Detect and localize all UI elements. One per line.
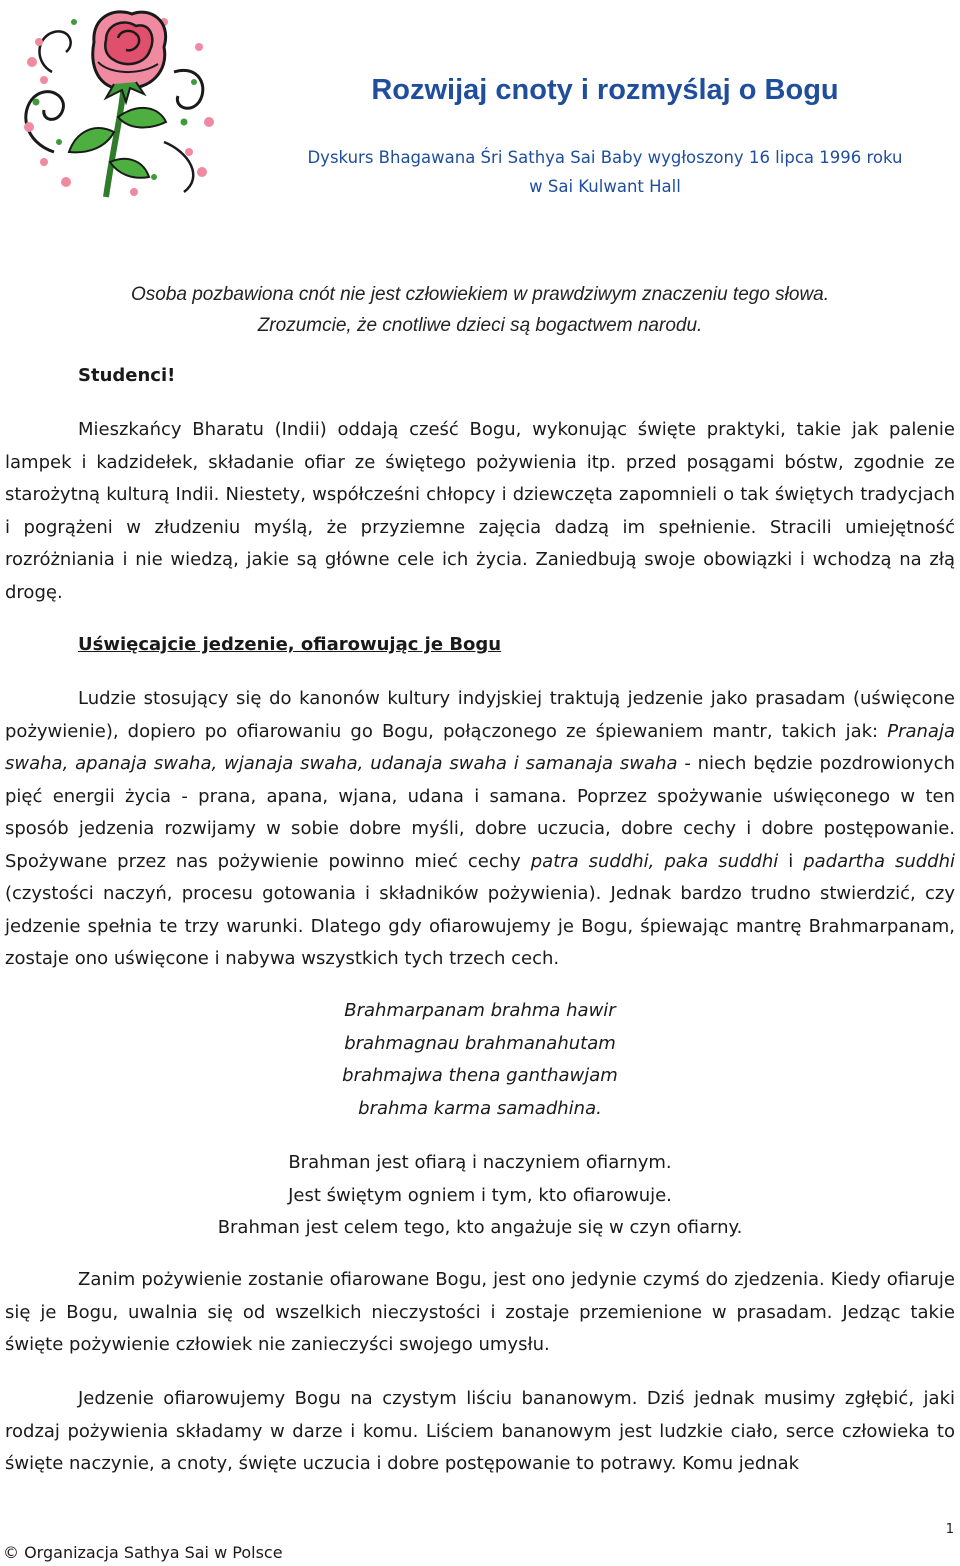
paragraph-prasadam: Zanim pożywienie zostanie ofiarowane Bogu, jest ono jedynie czymś do zjedzenia. Kiedy ofiaruje się je Bogu, uwalnia się od wszelkich nieczystości i zostaje przemienione w prasadam. Jedząc takie święte pożywienie człowiek nie zanieczyści swojego umysłu. [5, 1269, 955, 1355]
purity-terms: patra suddhi, paka suddhi [530, 850, 779, 872]
translation-line: Jest świętym ogniem i tym, kto ofiarowuje. [288, 1184, 672, 1206]
translation-line: Brahman jest ofiarą i naczyniem ofiarnym. [288, 1152, 672, 1173]
mantra-line: brahma karma samadhina. [358, 1097, 602, 1119]
subtitle-line: w Sai Kulwant Hall [529, 177, 681, 196]
mantra-line: brahmajwa thena ganthawjam [342, 1065, 618, 1086]
mantra-line: Brahmarpanam brahma hawir [344, 1000, 616, 1021]
section-heading-text: Uświęcajcie jedzenie, ofiarowując je Bogu [78, 634, 502, 655]
opening-quote [40, 279, 920, 341]
quote-line: Osoba pozbawiona cnót nie jest człowiekiem w prawdziwym znaczeniu tego słowa. [130, 284, 830, 305]
document-title: Rozwijaj cnoty i rozmyślaj o Bogu [371, 74, 839, 106]
paragraph-text: i [778, 850, 804, 872]
mantra-names: Pranaja swaha, apanaja swaha, wjanaja swaha, udanaja swaha i samanaja swaha [5, 720, 955, 774]
paragraph-text: Ludzie stosujący się do kanonów kultury indyjskiej traktują jedzenie jako prasadam (uświęcone pożywienie), dopiero po ofiarowaniu go Bogu, połączonego ze śpiewaniem mantr, takich jak: [5, 688, 955, 742]
document-subtitle [300, 143, 910, 201]
quote-line: Zrozumcie, że cnotliwe dzieci są bogactwem narodu. [257, 315, 703, 336]
page-number: 1 [945, 1522, 954, 1537]
translation-line: Brahman jest celem tego, kto angażuje się w czyn ofiarny. [217, 1217, 743, 1238]
paragraph-intro: Mieszkańcy Bharatu (Indii) oddają cześć Bogu, wykonując święte praktyki, takie jak palenie lampek i kadzidełek, składanie ofiar ze świętego pożywienia itp. przed posągami bóstw, zgodnie ze starożytną kulturą Indii. Niestety, współcześni chłopcy i dziewczęta zapomnieli o tak świętych tradycjach i pogrążeni w złudzeniu myślą, że przyziemne zajęcia dadzą im spełnienie. Stracili umiejętność rozróżniania i nie wiedzą, jakie są główne cele ich życia. Zaniedbują swoje obowiązki i wchodzą na złą drogę. [5, 419, 955, 603]
rose-logo-image [14, 2, 219, 202]
section-heading [78, 629, 778, 662]
purity-term: padartha suddhi [803, 850, 955, 872]
subtitle-line: Dyskurs Bhagawana Śri Sathya Sai Baby wygłoszony 16 lipca 1996 roku [307, 148, 903, 167]
sanskrit-mantra [40, 995, 920, 1125]
salutation: Studenci! [78, 365, 176, 386]
footer-copyright: © Organizacja Sathya Sai w Polsce [3, 1543, 283, 1562]
mantra-translation [40, 1147, 920, 1245]
paragraph-text: - niech będzie pozdrowionych pięć energii życia - prana, apana, wjana, udana i samana. Poprzez spożywanie uświęconego w ten sposób jedzenia rozwijamy w sobie dobre myśli, dobre uczucia, dobre cechy i dobre postępowanie. Spożywane przez nas pożywienie powinno mieć cechy [5, 753, 955, 872]
paragraph-food-offering [5, 683, 955, 976]
paragraph-text: (czystości naczyń, procesu gotowania i składników pożywienia). Jednak bardzo trudno stwierdzić, czy jedzenie spełnia te trzy warunki. Dlatego gdy ofiarowujemy je Bogu, śpiewając mantrę Brahmarpanam, zostaje ono uświęcone i nabywa wszystkich tych trzech cech. [5, 883, 955, 969]
paragraph-banana-leaf: Jedzenie ofiarowujemy Bogu na czystym liściu bananowym. Dziś jednak musimy zgłębić, jaki rodzaj pożywienia składamy w darze i komu. Liściem bananowym jest ludzkie ciało, serce człowieka to święte naczynie, a cnoty, święte uczucia i dobre postępowanie to potrawy. Komu jednak [5, 1388, 955, 1474]
mantra-line: brahmagnau brahmanahutam [344, 1032, 616, 1054]
